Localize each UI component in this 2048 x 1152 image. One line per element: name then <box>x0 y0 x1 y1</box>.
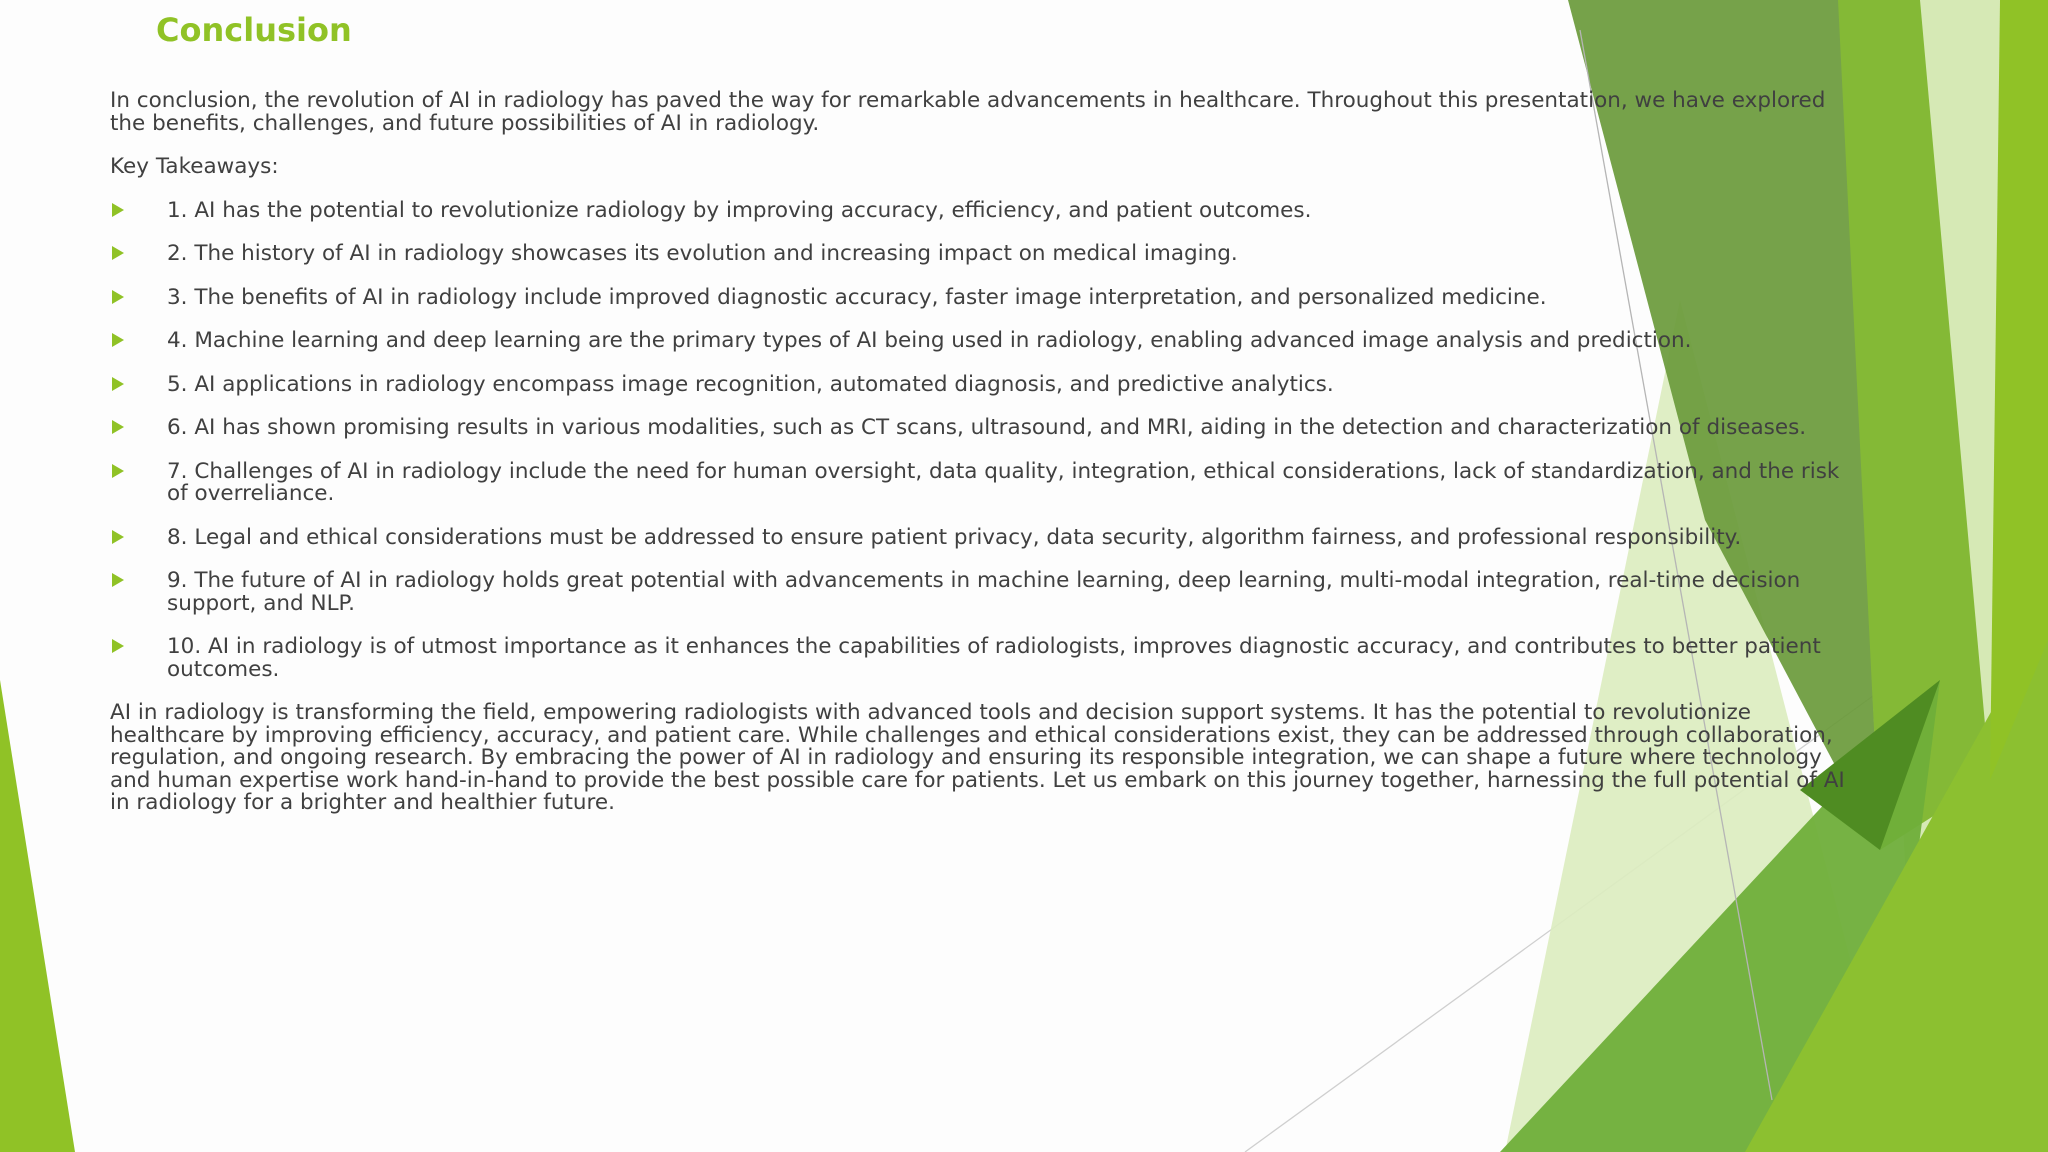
left-green-shape <box>0 680 75 1152</box>
arrow-bullet-icon <box>112 530 124 544</box>
arrow-bullet-icon <box>112 639 124 653</box>
takeaway-text: 4. Machine learning and deep learning are the primary types of AI being used in radiology, enabling advanced image analysis and prediction. <box>167 328 1692 353</box>
list-item <box>110 458 1855 506</box>
arrow-bullet-icon <box>112 573 124 587</box>
takeaways-list <box>110 197 1855 682</box>
arrow-bullet-icon <box>112 333 124 347</box>
takeaway-text: 2. The history of AI in radiology showcases its evolution and increasing impact on medical imaging. <box>167 241 1238 266</box>
takeaway-text: 1. AI has the potential to revolutionize radiology by improving accuracy, efficiency, and patient outcomes. <box>167 197 1312 223</box>
list-item <box>110 243 1855 266</box>
takeaway-text: 9. The future of AI in radiology holds great potential with advancements in machine learning, deep learning, multi-modal integration, real-time decision support, and NLP. <box>167 568 1801 616</box>
list-item <box>110 197 1855 223</box>
arrow-bullet-icon <box>112 464 124 478</box>
arrow-bullet-icon <box>112 377 124 391</box>
takeaway-text: 10. AI in radiology is of utmost importance as it enhances the capabilities of radiologists, improves diagnostic accuracy, and contributes to better patient outcomes. <box>167 634 1821 682</box>
closing-paragraph: AI in radiology is transforming the field, empowering radiologists with advanced tools and decision support systems. It has the potential to revolutionize healthcare by improving efficiency, accuracy, and patient care. While challenges and ethical considerations exist, they can be addressed through collaboration, regulation, and ongoing research. By embracing the power of AI in radiology and ensuring its responsible integration, we can shape a future where technology and human expertise work hand-in-hand to provide the best possible care for patients. Let us embark on this journey together, harnessing the full potential of AI in radiology for a brighter and healthier future. <box>110 700 1845 815</box>
list-item <box>110 417 1855 440</box>
takeaway-text: 5. AI applications in radiology encompass image recognition, automated diagnosis, and predictive analytics. <box>167 371 1334 397</box>
arrow-bullet-icon <box>112 420 124 434</box>
slide-title: Conclusion <box>156 11 352 49</box>
arrow-bullet-icon <box>112 246 124 260</box>
arrow-bullet-icon <box>112 290 124 304</box>
list-item <box>110 570 1855 615</box>
list-item <box>110 330 1855 353</box>
takeaway-text: 8. Legal and ethical considerations must be addressed to ensure patient privacy, data security, algorithm fairness, and professional responsibility. <box>167 524 1742 550</box>
takeaway-text: 7. Challenges of AI in radiology include the need for human oversight, data quality, integration, ethical considerations, lack of standardization, and the risk of overreliance. <box>167 458 1840 506</box>
list-item <box>110 636 1855 681</box>
list-item <box>110 284 1855 310</box>
list-item <box>110 524 1855 550</box>
list-item <box>110 371 1855 397</box>
takeaway-text: 6. AI has shown promising results in various modalities, such as CT scans, ultrasound, and MRI, aiding in the detection and characterization of diseases. <box>167 415 1807 440</box>
takeaway-text: 3. The benefits of AI in radiology include improved diagnostic accuracy, faster image interpretation, and personalized medicine. <box>167 284 1547 310</box>
takeaways-heading: Key Takeaways: <box>110 154 279 179</box>
arrow-bullet-icon <box>112 203 124 217</box>
intro-paragraph: In conclusion, the revolution of AI in radiology has paved the way for remarkable advancements in healthcare. Throughout this presentation, we have explored the benefits, challenges, and future possibilities of AI in radiology. <box>110 88 1826 136</box>
slide-content <box>110 90 1855 815</box>
